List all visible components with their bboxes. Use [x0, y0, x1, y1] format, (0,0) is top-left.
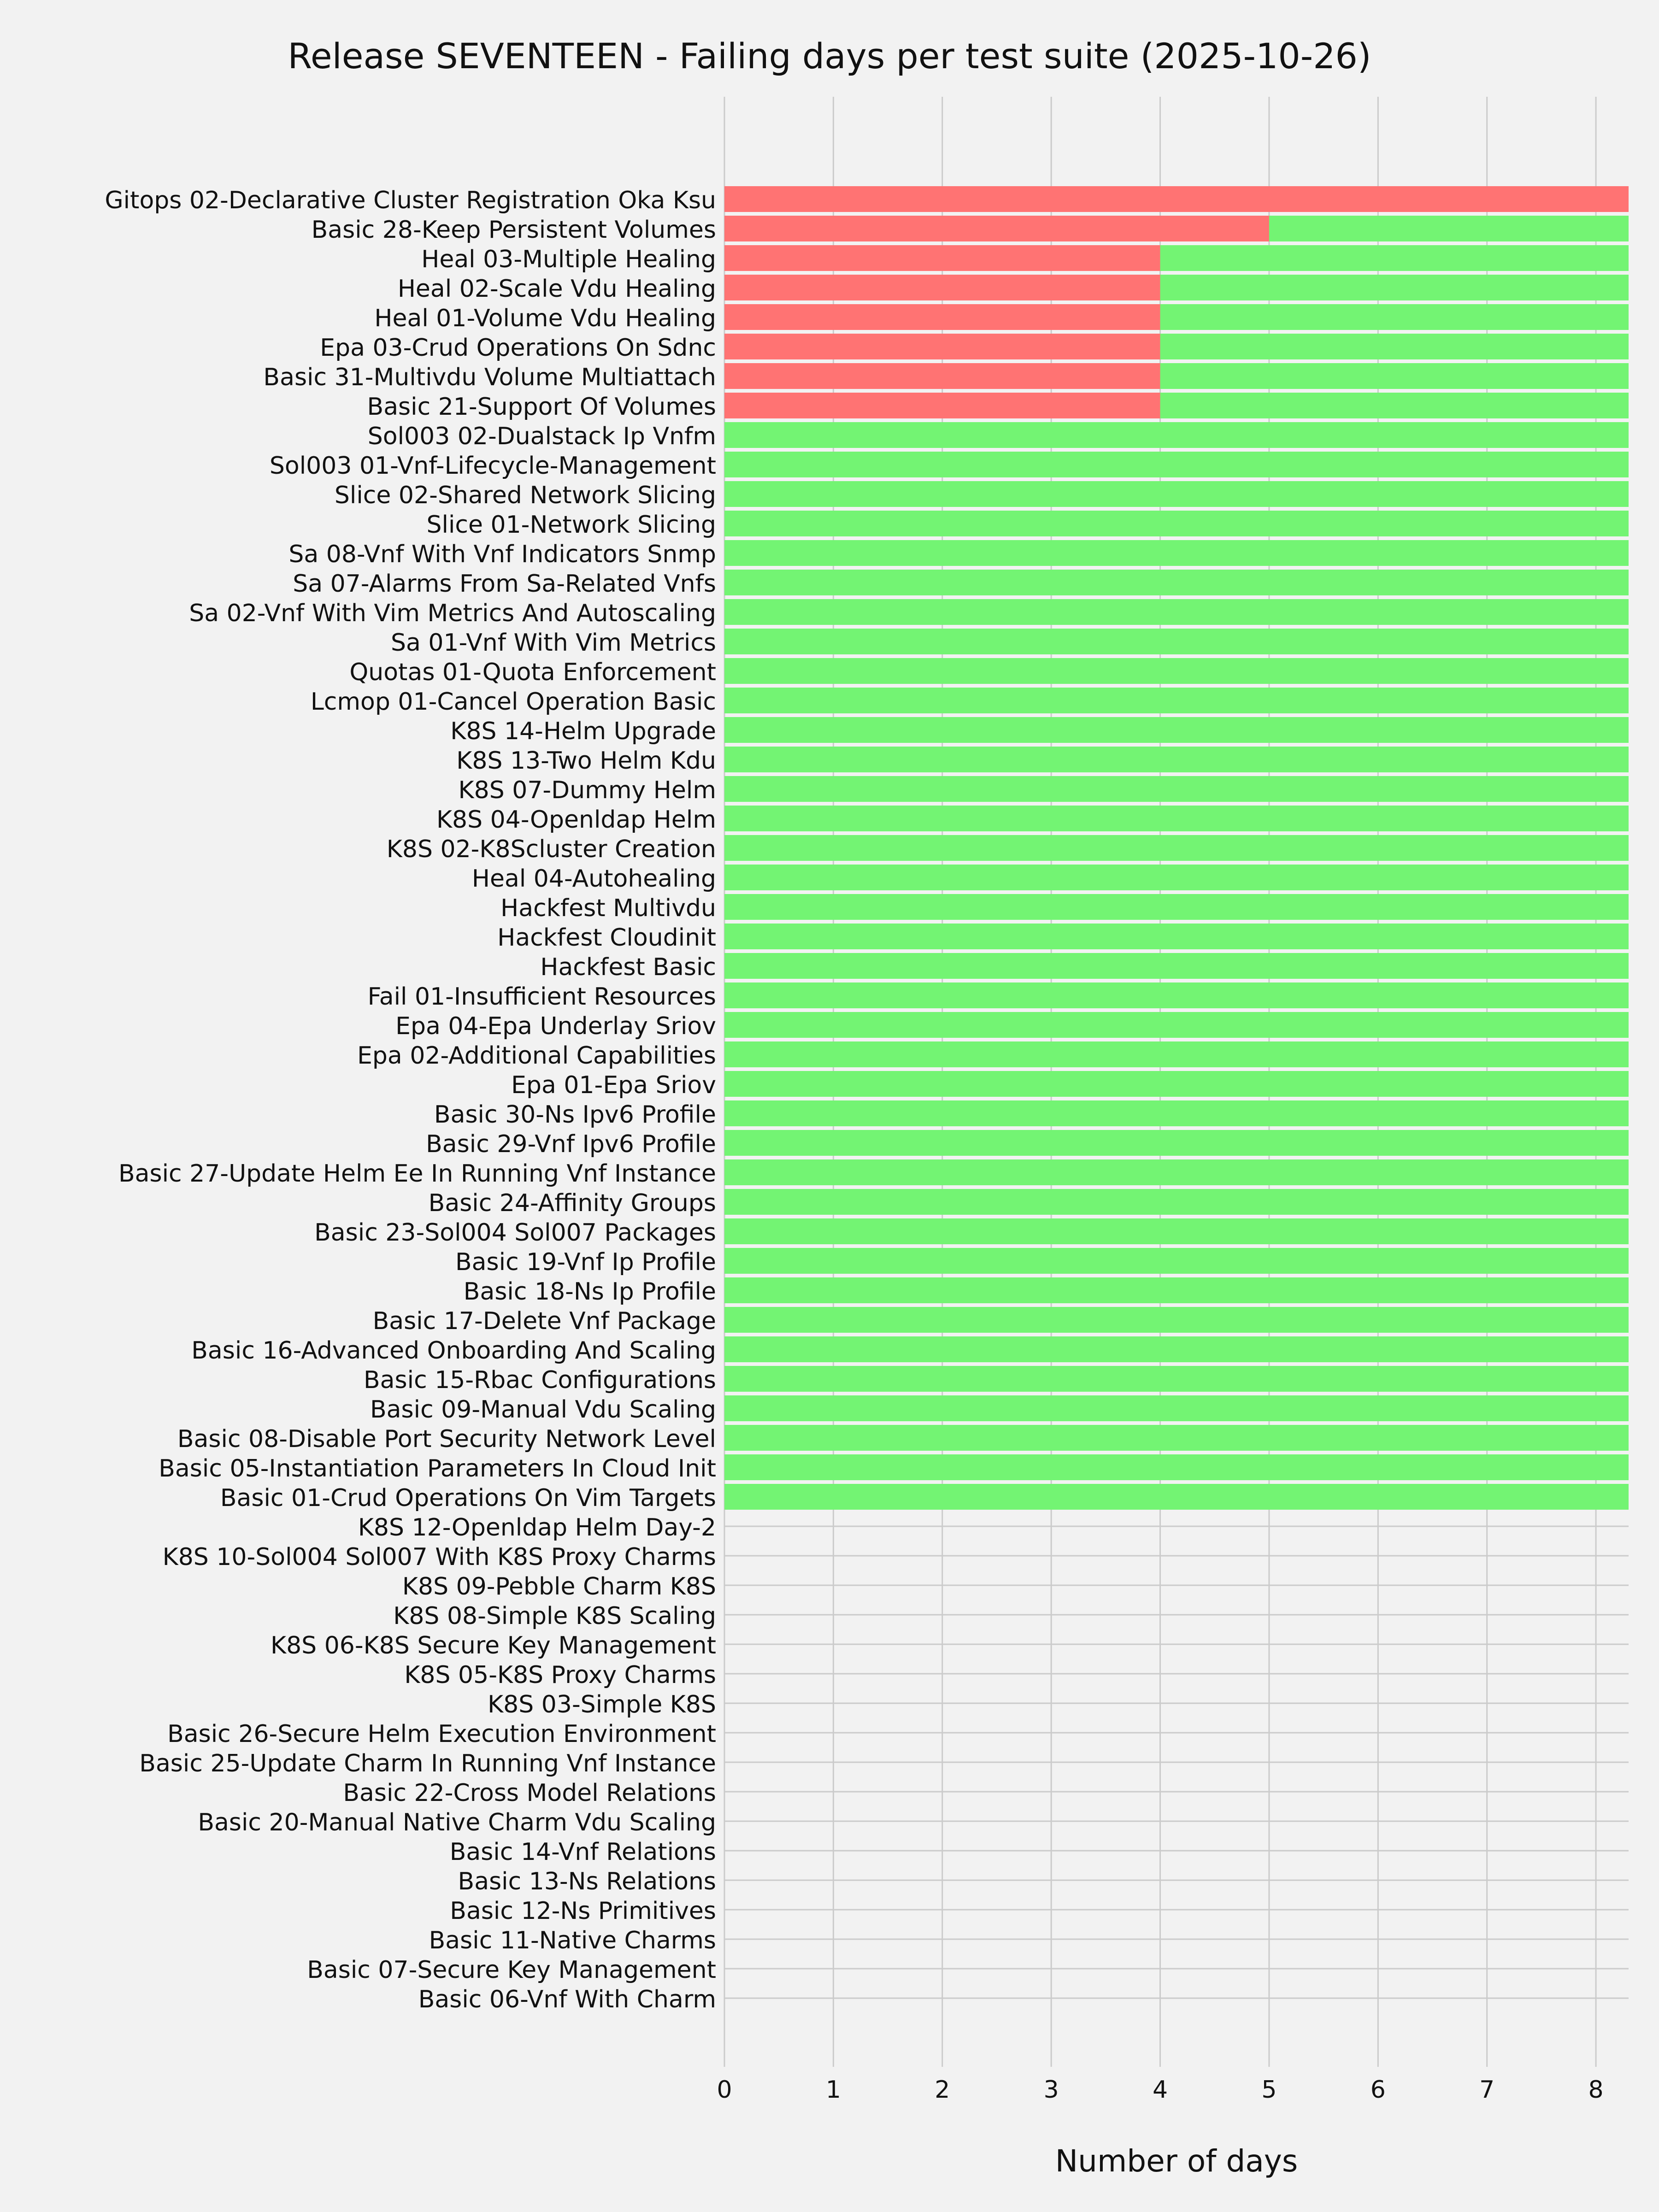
y-tick-label: Slice 02-Shared Network Slicing: [334, 482, 716, 509]
x-tick-label: 8: [1588, 2076, 1604, 2104]
bar-passing-days: [724, 1454, 1629, 1480]
bar-passing-days: [724, 570, 1629, 595]
y-tick-label: Heal 01-Volume Vdu Healing: [374, 305, 716, 332]
y-tick-label: Sa 01-Vnf With Vim Metrics: [390, 629, 716, 657]
bar-passing-days: [724, 953, 1629, 979]
bar-passing-days: [724, 924, 1629, 949]
bar-failing-days: [724, 216, 1269, 241]
y-tick-label: K8S 08-Simple K8S Scaling: [393, 1602, 716, 1630]
y-tick-label: K8S 12-Openldap Helm Day-2: [358, 1514, 716, 1541]
bar-passing-days: [724, 481, 1629, 507]
y-tick-label: Basic 27-Update Helm Ee In Running Vnf Instance: [118, 1160, 716, 1188]
bar-failing-days: [724, 363, 1160, 389]
bar-passing-days: [724, 982, 1629, 1008]
y-tick-label: Gitops 02-Declarative Cluster Registration Oka Ksu: [105, 187, 716, 214]
bar-passing-days: [724, 1130, 1629, 1156]
y-tick-label: K8S 02-K8Scluster Creation: [386, 835, 716, 863]
y-tick-label: K8S 03-Simple K8S: [488, 1691, 716, 1718]
bar-passing-days: [724, 1277, 1629, 1303]
y-tick-label: Basic 23-Sol004 Sol007 Packages: [314, 1219, 716, 1247]
bar-passing-days: [724, 1100, 1629, 1126]
y-tick-label: K8S 06-K8S Secure Key Management: [270, 1632, 716, 1659]
bar-passing-days: [1160, 393, 1629, 418]
bar-passing-days: [1160, 363, 1629, 389]
y-tick-label: Heal 03-Multiple Healing: [421, 246, 716, 273]
bar-passing-days: [724, 1189, 1629, 1215]
y-tick-label: Sol003 01-Vnf-Lifecycle-Management: [269, 452, 716, 480]
bar-passing-days: [724, 1041, 1629, 1067]
bar-passing-days: [1160, 245, 1629, 271]
bar-failing-days: [724, 393, 1160, 418]
y-tick-label: K8S 10-Sol004 Sol007 With K8S Proxy Charms: [162, 1543, 716, 1571]
bar-passing-days: [724, 865, 1629, 890]
x-tick-label: 6: [1370, 2076, 1386, 2104]
y-tick-label: Epa 02-Additional Capabilities: [357, 1042, 716, 1070]
bar-passing-days: [724, 1071, 1629, 1097]
y-tick-label: Basic 24-Affinity Groups: [428, 1189, 716, 1217]
y-tick-label: Heal 04-Autohealing: [471, 865, 716, 893]
y-tick-label: Lcmop 01-Cancel Operation Basic: [310, 688, 716, 716]
y-tick-label: Basic 12-Ns Primitives: [450, 1897, 716, 1925]
bar-passing-days: [1160, 275, 1629, 300]
y-tick-label: K8S 07-Dummy Helm: [458, 777, 716, 804]
y-tick-label: Basic 21-Support Of Volumes: [367, 393, 716, 421]
bar-passing-days: [724, 1366, 1629, 1392]
bar-passing-days: [724, 422, 1629, 448]
bar-passing-days: [724, 1395, 1629, 1421]
y-tick-label: Basic 18-Ns Ip Profile: [463, 1278, 716, 1306]
y-tick-label: Quotas 01-Quota Enforcement: [349, 659, 716, 686]
x-axis-label: Number of days: [1055, 2143, 1298, 2179]
bar-layer: [724, 186, 1629, 1510]
y-tick-label: Basic 22-Cross Model Relations: [343, 1779, 716, 1807]
y-tick-label: K8S 14-Helm Upgrade: [450, 718, 716, 745]
y-tick-label: Basic 25-Update Charm In Running Vnf Instance: [139, 1750, 716, 1777]
y-tick-label: Slice 01-Network Slicing: [426, 511, 716, 539]
y-tick-label: Basic 05-Instantiation Parameters In Cloud Init: [159, 1455, 716, 1483]
bar-passing-days: [724, 776, 1629, 802]
y-tick-label: Basic 26-Secure Helm Execution Environment: [167, 1720, 716, 1748]
x-tick-label: 2: [935, 2076, 950, 2104]
y-tick-label: Hackfest Basic: [540, 953, 716, 981]
bar-passing-days: [724, 835, 1629, 861]
bar-passing-days: [724, 1425, 1629, 1451]
y-tick-label: Basic 30-Ns Ipv6 Profile: [434, 1101, 716, 1129]
y-tick-label: Epa 01-Epa Sriov: [511, 1071, 716, 1099]
bar-passing-days: [724, 540, 1629, 566]
y-tick-label: Hackfest Cloudinit: [497, 924, 716, 952]
x-tick-label: 4: [1152, 2076, 1168, 2104]
bar-passing-days: [724, 717, 1629, 743]
bar-passing-days: [724, 747, 1629, 772]
y-tick-label: Sol003 02-Dualstack Ip Vnfm: [367, 423, 716, 450]
y-tick-label: K8S 09-Pebble Charm K8S: [402, 1573, 716, 1600]
y-tick-label: Basic 29-Vnf Ipv6 Profile: [426, 1130, 716, 1158]
x-tick-label: 3: [1043, 2076, 1059, 2104]
y-tick-label: Sa 08-Vnf With Vnf Indicators Snmp: [288, 541, 716, 568]
y-tick-label: Basic 08-Disable Port Security Network Level: [177, 1425, 716, 1453]
bar-passing-days: [724, 1218, 1629, 1244]
y-tick-label: Basic 06-Vnf With Charm: [418, 1986, 716, 2013]
y-tick-label: Basic 13-Ns Relations: [458, 1868, 716, 1895]
bar-passing-days: [724, 511, 1629, 536]
bar-passing-days: [724, 806, 1629, 831]
y-tick-label: Sa 07-Alarms From Sa-Related Vnfs: [293, 570, 716, 598]
x-tick-label: 7: [1479, 2076, 1495, 2104]
y-tick-label: Basic 15-Rbac Configurations: [364, 1366, 716, 1394]
y-tick-label: K8S 04-Openldap Helm: [436, 806, 716, 834]
y-tick-label: K8S 13-Two Helm Kdu: [456, 747, 716, 775]
y-tick-label: Basic 28-Keep Persistent Volumes: [311, 216, 716, 244]
bar-passing-days: [724, 658, 1629, 684]
y-tick-label: Sa 02-Vnf With Vim Metrics And Autoscaling: [189, 600, 716, 627]
y-tick-label: Basic 31-Multivdu Volume Multiattach: [263, 364, 716, 391]
y-tick-label: Basic 09-Manual Vdu Scaling: [370, 1396, 716, 1424]
y-tick-label: Basic 19-Vnf Ip Profile: [455, 1248, 716, 1276]
bar-passing-days: [1160, 334, 1629, 359]
y-tick-label: Epa 03-Crud Operations On Sdnc: [320, 334, 716, 362]
bar-passing-days: [724, 599, 1629, 625]
bar-passing-days: [724, 1248, 1629, 1274]
y-tick-label: Hackfest Multivdu: [500, 894, 716, 922]
y-tick-label: Basic 07-Secure Key Management: [307, 1956, 716, 1984]
y-tick-label: Basic 20-Manual Native Charm Vdu Scaling: [198, 1809, 716, 1836]
y-tick-label: Basic 17-Delete Vnf Package: [372, 1307, 716, 1335]
bar-failing-days: [724, 245, 1160, 271]
bar-passing-days: [724, 1484, 1629, 1510]
bar-passing-days: [724, 894, 1629, 920]
bar-passing-days: [724, 1307, 1629, 1333]
bar-passing-days: [1269, 216, 1629, 241]
y-tick-label: Basic 16-Advanced Onboarding And Scaling: [191, 1337, 716, 1365]
y-tick-label: Basic 14-Vnf Relations: [449, 1838, 716, 1866]
y-tick-label: Epa 04-Epa Underlay Sriov: [395, 1012, 716, 1040]
y-tick-label: Heal 02-Scale Vdu Healing: [397, 275, 716, 303]
bar-passing-days: [724, 629, 1629, 654]
bar-failing-days: [724, 304, 1160, 330]
bar-passing-days: [724, 1159, 1629, 1185]
bar-passing-days: [724, 1336, 1629, 1362]
y-tick-label: Basic 01-Crud Operations On Vim Targets: [220, 1484, 716, 1512]
bar-failing-days: [724, 334, 1160, 359]
bar-failing-days: [724, 186, 1629, 212]
bar-failing-days: [724, 275, 1160, 300]
y-tick-label: K8S 05-K8S Proxy Charms: [404, 1661, 716, 1689]
chart-title: Release SEVENTEEN - Failing days per test suite (2025-10-26): [288, 35, 1371, 76]
bar-passing-days: [724, 1012, 1629, 1038]
bar-passing-days: [724, 688, 1629, 713]
x-tick-label: 0: [717, 2076, 732, 2104]
bar-passing-days: [724, 452, 1629, 477]
y-tick-label: Fail 01-Insufficient Resources: [367, 983, 716, 1011]
bar-passing-days: [1160, 304, 1629, 330]
y-tick-label: Basic 11-Native Charms: [429, 1927, 716, 1954]
x-tick-label: 1: [825, 2076, 841, 2104]
x-tick-label: 5: [1261, 2076, 1277, 2104]
